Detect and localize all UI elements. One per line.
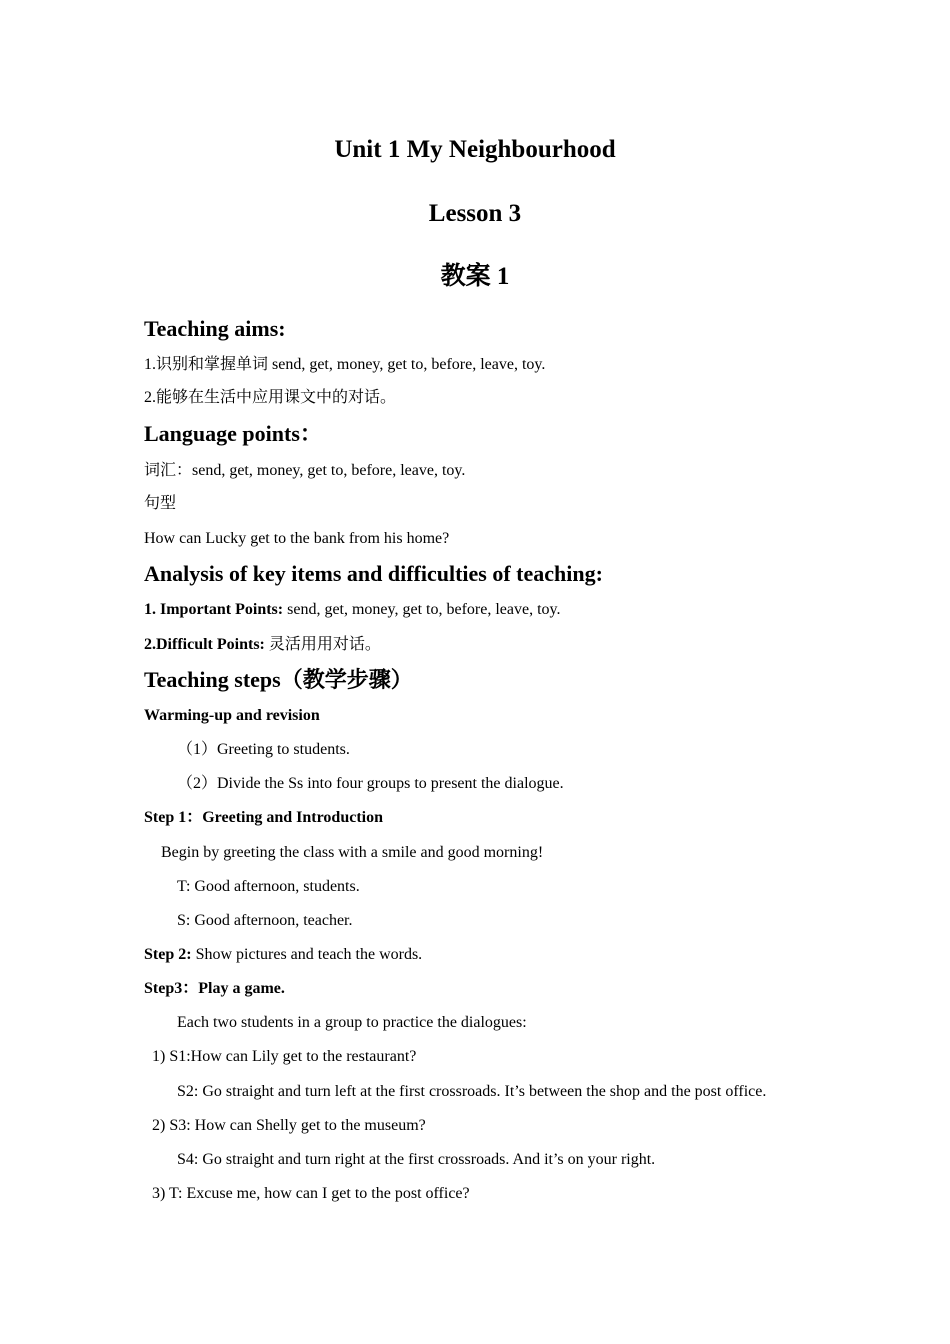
step2-text: Show pictures and teach the words.	[191, 946, 423, 963]
step1-intro: Begin by greeting the class with a smile and good morning!	[161, 844, 544, 861]
language-points-heading: Language points：	[144, 421, 322, 446]
teaching-aim-1: 1.识别和掌握单词 send, get, money, get to, before, leave, toy.	[144, 356, 546, 373]
step3-intro: Each two students in a group to practice the dialogues:	[177, 1014, 527, 1031]
plan-title: 教案 1	[440, 263, 510, 290]
important-points-text: send, get, money, get to, before, leave, toy.	[283, 601, 561, 618]
sentence-pattern-label: 句型	[144, 495, 177, 512]
teaching-aim-2: 2.能够在生活中应用课文中的对话。	[144, 389, 397, 406]
warmup-heading: Warming-up and revision	[144, 707, 320, 724]
vocabulary-line: 词汇：send, get, money, get to, before, leave, toy.	[144, 462, 466, 479]
warmup-item-2: （2）Divide the Ss into four groups to present the dialogue.	[177, 775, 564, 792]
difficult-points-line	[144, 637, 381, 653]
important-points-label: 1. Important Points:	[144, 601, 284, 618]
step2-label: Step 2:	[144, 946, 192, 963]
dialogue-2-answer: S4: Go straight and turn right at the first crossroads. And it’s on your right.	[177, 1151, 656, 1168]
teaching-aims-heading: Teaching aims:	[144, 316, 286, 341]
step1-teacher-line: T: Good afternoon, students.	[177, 878, 360, 895]
important-points-line	[144, 602, 561, 618]
dialogue-1-answer: S2: Go straight and turn left at the first crossroads. It’s between the shop and the post office.	[177, 1083, 767, 1100]
difficult-points-text: 灵活用用对话。	[264, 636, 381, 653]
dialogue-2-question: 2) S3: How can Shelly get to the museum?	[152, 1117, 426, 1134]
analysis-heading: Analysis of key items and difficulties of teaching:	[144, 561, 603, 586]
difficult-points-label: 2.Difficult Points:	[144, 636, 265, 653]
dialogue-3-question: 3) T: Excuse me, how can I get to the post office?	[152, 1185, 470, 1202]
teaching-steps-heading: Teaching steps（教学步骤）	[144, 667, 413, 692]
sentence-pattern: How can Lucky get to the bank from his home?	[144, 530, 450, 547]
warmup-item-1: （1）Greeting to students.	[177, 741, 350, 758]
step1-student-line: S: Good afternoon, teacher.	[177, 912, 353, 929]
unit-title: Unit 1 My Neighbourhood	[334, 136, 616, 163]
dialogue-1-question: 1) S1:How can Lily get to the restaurant?	[152, 1048, 417, 1065]
step1-heading: Step 1：Greeting and Introduction	[144, 809, 383, 826]
lesson-title: Lesson 3	[428, 200, 522, 227]
step3-heading: Step3：Play a game.	[144, 980, 285, 997]
step2-line	[144, 947, 422, 963]
